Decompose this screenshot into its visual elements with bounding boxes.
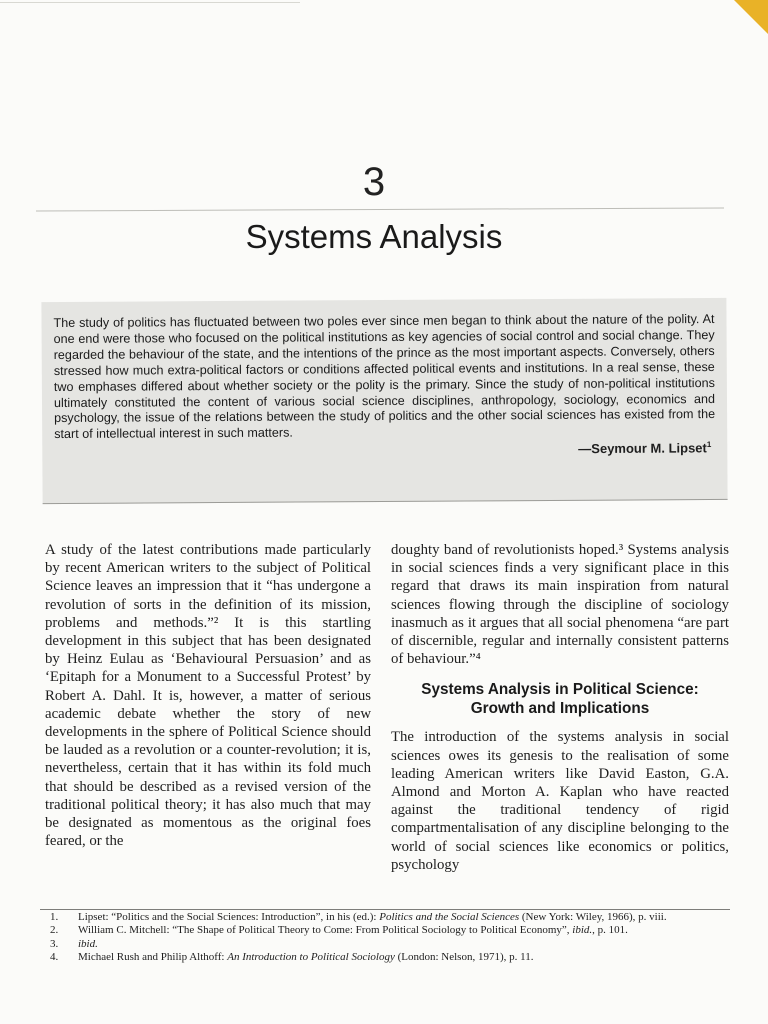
footnote-text-part: Lipset: “Politics and the Social Sciences: Introduction”, in his (ed.): (78, 911, 380, 923)
footnote (40, 911, 732, 924)
footnote-number: 3. (50, 937, 59, 950)
footnote-number: 4. (50, 950, 59, 963)
footnote-text-part: , p. 101. (592, 924, 628, 937)
epigraph-footnote-ref: 1 (706, 440, 712, 450)
body-left-column (45, 541, 371, 850)
body-paragraph: A study of the latest contributions made particularly by recent American writers to the subject of Political Science leaves an impression that it “has undergone a revolution of sorts in the definition of its mission, problems and methods.”² It is this startling development in this subject that has been designated by Heinz Eulau as ‘Behavioural Persuasion’ and as ‘Epitaph for a Monument to a Successful Protest’ by Robert A. Dahl. It is, however, a matter of serious academic debate whether the story of new developments in the sphere of Political Science should be lauded as a revolution or a counter-revolution; it is, nevertheless, certain that it has within its fold much that should be described as a revised version of the traditional political theory; it has also much that may be designated as momentous as the original foes feared, or the (45, 542, 371, 850)
footnote (40, 938, 732, 951)
footnote-text-part: William C. Mitchell: “The Shape of Political Theory to Come: From Political Sociology to Political Economy”, (78, 924, 573, 937)
epigraph-attribution (54, 440, 715, 459)
section-heading (391, 680, 729, 718)
footnote-text (78, 951, 732, 964)
footnote-text (78, 924, 732, 937)
section-heading-line-2: Growth and Implications (470, 700, 650, 718)
footnote-divider (40, 909, 730, 910)
top-edge-rule (0, 2, 300, 3)
section-heading-line-1: Systems Analysis in Political Science: (421, 681, 699, 699)
body-paragraph: doughty band of revolutionists hoped.³ Systems analysis in social sciences finds a very significant place in this regard that draws its main inspiration from natural sciences flowing through the discipline of sociology inasmuch as it argues that all social phenomena “are part of discernible, regular and internally consistent patterns of behaviour.”⁴ (391, 542, 729, 668)
page-corner-tab (734, 0, 768, 34)
footnote (40, 951, 732, 964)
epigraph-author: —Seymour M. Lipset (578, 440, 707, 457)
chapter-number: 3 (362, 160, 386, 204)
epigraph-box (41, 298, 727, 504)
footnote-text-part: (London: Nelson, 1971), p. 11. (394, 950, 534, 963)
footnote (40, 924, 732, 937)
body-paragraph: The introduction of the systems analysis in social sciences owes its genesis to the realisation of some leading American writers like David Easton, G.A. Almond and Morton A. Kaplan who have reacted against the traditional tendency of rigid compartmentalisation of any discipline belonging to the world of social sciences like economics or politics, psychology (391, 729, 729, 873)
footnote-number: 2. (50, 924, 59, 937)
footnote-number: 1. (50, 911, 59, 923)
footnote-text (78, 911, 732, 924)
title-divider (36, 207, 724, 211)
footnote-title: An Introduction to Political Sociology (227, 950, 395, 963)
footnote-text-part: (New York: Wiley, 1966), p. viii. (519, 911, 667, 923)
footnote-title: Politics and the Social Sciences (379, 911, 520, 923)
body-right-column (391, 541, 729, 874)
footnote-title: ibid. (78, 937, 98, 950)
footnote-title: ibid. (572, 924, 593, 937)
footnotes (40, 911, 732, 964)
footnote-text-part: Michael Rush and Philip Althoff: (78, 950, 228, 963)
epigraph-text: The study of politics has fluctuated between two poles ever since men began to think about the nature of the polity. At one end were those who focused on the political institutions as key agencies of social control and social change. They regarded the behaviour of the state, and the intentions of the prince as the most important aspects. Conversely, others stressed how much extra-political factors or conditions affected political events and institutions. In a real sense, these two emphases differed about whether society or the polity is the primary. Since the study of non-political institutions ultimately constituted the content of various social science disciplines, anthropology, sociology, economics and psychology, the issue of the relations between the study of politics and the other social sciences has existed from the start of intellectual interest in such matters. (53, 311, 716, 442)
chapter-title: Systems Analysis (245, 218, 503, 255)
footnote-text (78, 938, 732, 951)
